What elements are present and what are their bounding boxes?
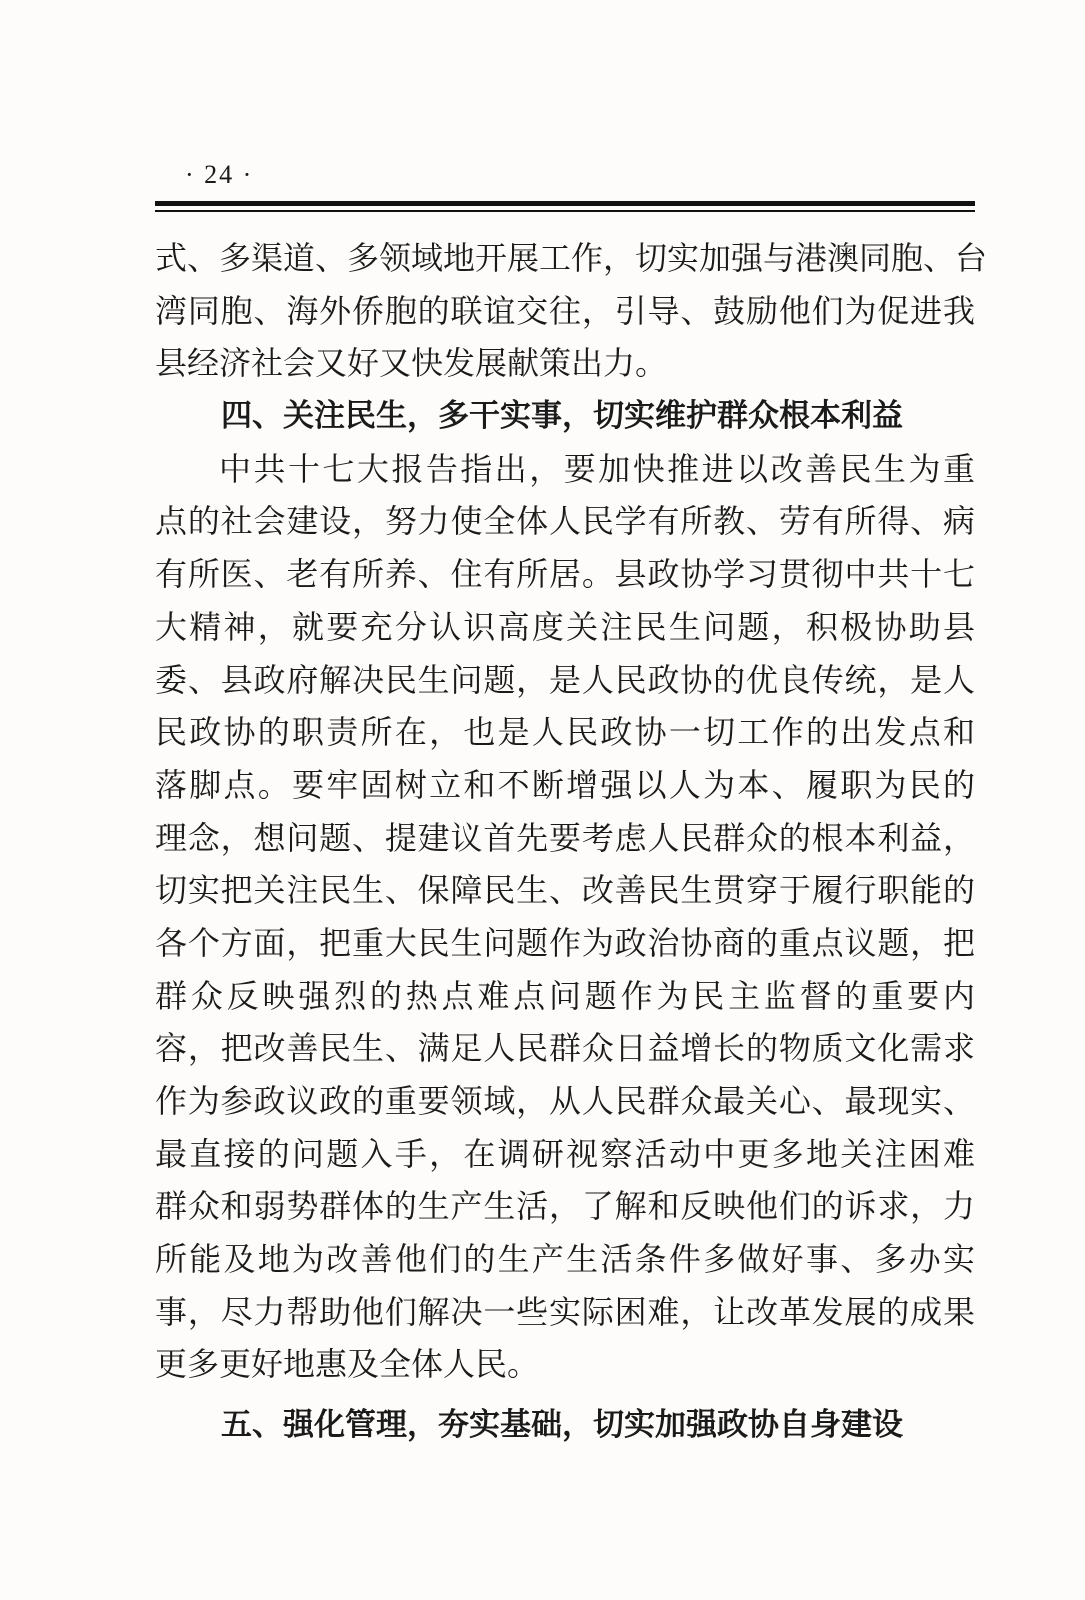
paragraph-continued (155, 232, 988, 390)
header-rule-thin (155, 210, 975, 212)
text-line: 事，尽力帮助他们解决一些实际困难，让改革发展的成果 (155, 1292, 975, 1331)
section-heading-4: 四、关注民生，多干实事，切实维护群众根本利益 (221, 398, 903, 435)
text-line: 湾同胞、海外侨胞的联谊交往，引导、鼓励他们为促进我 (155, 291, 975, 330)
text-line: 落脚点。要牢固树立和不断增强以人为本、履职为民的 (155, 765, 975, 804)
text-line: 委、县政府解决民生问题，是人民政协的优良传统，是人 (155, 660, 975, 699)
body-text (155, 232, 988, 1452)
text-line: 县经济社会又好又快发展献策出力。 (155, 344, 668, 383)
text-line: 理念，想问题、提建议首先要考虑人民群众的根本利益， (155, 818, 975, 857)
text-line: 更多更好地惠及全体人民。 (155, 1345, 540, 1384)
text-line: 群众反映强烈的热点难点问题作为民主监督的重要内 (155, 976, 975, 1015)
text-line: 切实把关注民生、保障民生、改善民生贯穿于履行职能的 (155, 871, 975, 910)
text-line: 民政协的职责所在，也是人民政协一切工作的出发点和 (155, 713, 975, 752)
text-line: 有所医、老有所养、住有所居。县政协学习贯彻中共十七 (155, 555, 975, 594)
text-line: 大精神，就要充分认识高度关注民生问题，积极协助县 (155, 607, 975, 646)
text-line: 所能及地为改善他们的生产生活条件多做好事、多办实 (155, 1240, 975, 1279)
text-line: 最直接的问题入手，在调研视察活动中更多地关注困难 (155, 1134, 975, 1173)
text-line: 点的社会建设，努力使全体人民学有所教、劳有所得、病 (155, 502, 975, 541)
text-line: 各个方面，把重大民生问题作为政治协商的重点议题，把 (155, 923, 975, 962)
text-line: 式、多渠道、多领域地开展工作，切实加强与港澳同胞、台 (155, 239, 988, 277)
text-line: 作为参政议政的重要领域，从人民群众最关心、最现实、 (155, 1082, 975, 1120)
text-line: 容，把改善民生、满足人民群众日益增长的物质文化需求 (155, 1029, 975, 1068)
header-rule-thick (155, 201, 975, 206)
page-number: · 24 · (185, 160, 254, 189)
section-heading-5: 五、强化管理，夯实基础，切实加强政协自身建设 (221, 1407, 903, 1444)
text-line: 中共十七大报告指出，要加快推进以改善民生为重 (219, 449, 975, 488)
paragraph-section-4 (155, 443, 975, 1391)
text-line: 群众和弱势群体的生产生活，了解和反映他们的诉求，力 (155, 1187, 975, 1226)
